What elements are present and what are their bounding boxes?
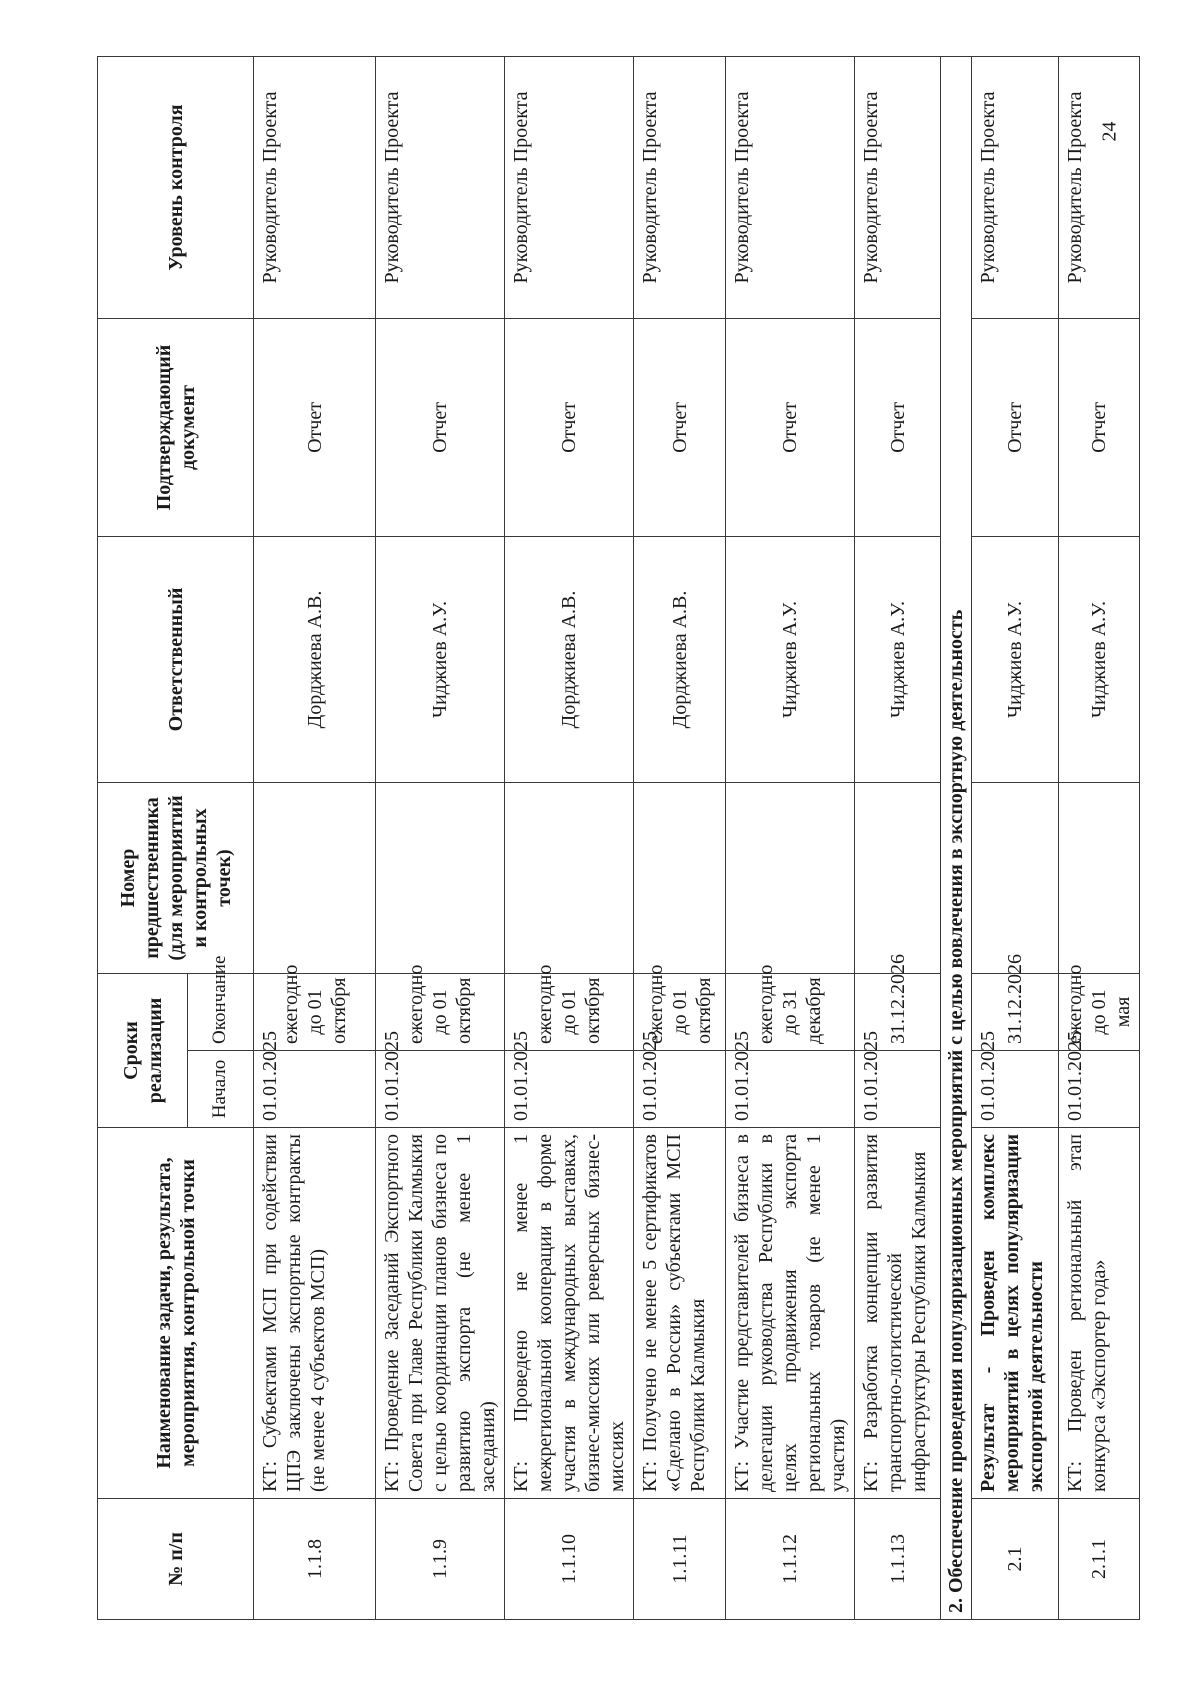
header-end: Окончание [188, 973, 254, 1050]
row-predecessor [634, 782, 726, 973]
row-document: Отчет [1059, 318, 1140, 536]
row-responsible: Чиджиев А.У. [855, 536, 941, 782]
row-num: 2.1.1 [1059, 1499, 1140, 1620]
header-start: Начало [188, 1051, 254, 1128]
row-predecessor [505, 782, 634, 973]
row-predecessor [1059, 782, 1140, 973]
row-predecessor [254, 782, 376, 973]
row-end: 31.12.2026 [855, 973, 941, 1050]
row-end: ежегодно до 01 октября [634, 973, 726, 1050]
row-document: Отчет [972, 318, 1059, 536]
row-responsible: Чиджиев А.У. [376, 536, 505, 782]
row-name: КТ: Участие представителей бизнеса в делегации руководства Республики в целях продвижения экспорта региональных товаров (не менее 1 участия) [726, 1128, 855, 1499]
row-num: 1.1.10 [505, 1499, 634, 1620]
row-start: 01.01.2025 [254, 1051, 376, 1128]
table-row [855, 56, 941, 1619]
row-name: КТ: Субъектами МСП при содействии ЦПЭ заключены экспортные контракты (не менее 4 субъектов МСП) [254, 1128, 376, 1499]
row-control: Руководитель Проекта [1059, 56, 1140, 318]
header-num: № п/п [98, 1499, 254, 1620]
row-start: 01.01.2025 [972, 1051, 1059, 1128]
row-start: 01.01.2025 [855, 1051, 941, 1128]
table-row [376, 56, 505, 1619]
row-responsible: Дорджиева А.В. [254, 536, 376, 782]
row-end: ежегодно до 01 октября [254, 973, 376, 1050]
row-name: КТ: Проведено не менее 1 межрегиональной кооперации в форме участия в международных выставках, бизнес-миссиях или реверсных бизнес-миссиях [505, 1128, 634, 1499]
row-num: 1.1.9 [376, 1499, 505, 1620]
row-num: 1.1.11 [634, 1499, 726, 1620]
row-start: 01.01.2025 [634, 1051, 726, 1128]
table-row [505, 56, 634, 1619]
row-predecessor [972, 782, 1059, 973]
row-document: Отчет [634, 318, 726, 536]
row-start: 01.01.2025 [726, 1051, 855, 1128]
row-control: Руководитель Проекта [505, 56, 634, 318]
row-name: КТ: Проведение Заседаний Экспортного Совета при Главе Республики Калмыкия с целью координации планов бизнеса по развитию экспорта (не менее 1 заседания) [376, 1128, 505, 1499]
row-responsible: Дорджиева А.В. [634, 536, 726, 782]
row-end: ежегодно до 01 октября [505, 973, 634, 1050]
section-heading: 2. Обеспечение проведения популяризационных мероприятий с целью вовлечения в экспортную деятельность [941, 56, 972, 1619]
header-name: Наименование задачи, результата, мероприятия, контрольной точки [98, 1128, 254, 1499]
page-number: 24 [1098, 121, 1121, 142]
row-num: 1.1.12 [726, 1499, 855, 1620]
row-end: ежегодно до 31 декабря [726, 973, 855, 1050]
project-plan-table [97, 56, 1140, 1620]
row-start: 01.01.2025 [376, 1051, 505, 1128]
row-end: 31.12.2026 [972, 973, 1059, 1050]
row-num: 1.1.8 [254, 1499, 376, 1620]
rotated-page [97, 57, 1138, 1620]
row-responsible: Чиджиев А.У. [972, 536, 1059, 782]
row-end: ежегодно до 01 мая [1059, 973, 1140, 1050]
row-predecessor [726, 782, 855, 973]
row-control: Руководитель Проекта [972, 56, 1059, 318]
header-control: Уровень контроля [98, 56, 254, 318]
row-predecessor [376, 782, 505, 973]
row-document: Отчет [254, 318, 376, 536]
row-start: 01.01.2025 [1059, 1051, 1140, 1128]
row-control: Руководитель Проекта [634, 56, 726, 318]
row-document: Отчет [376, 318, 505, 536]
row-name: КТ: Получено не менее 5 сертификатов «Сделано в России» субъектами МСП Республики Калмыкия [634, 1128, 726, 1499]
row-responsible: Чиджиев А.У. [1059, 536, 1140, 782]
table-row [972, 56, 1059, 1619]
header-responsible: Ответственный [98, 536, 254, 782]
header-period: Сроки реализации [98, 973, 188, 1127]
row-num: 1.1.13 [855, 1499, 941, 1620]
table-row [254, 56, 376, 1619]
row-name: КТ: Проведен региональный этап конкурса «Экспортер года» [1059, 1128, 1140, 1499]
row-document: Отчет [855, 318, 941, 536]
row-control: Руководитель Проекта [254, 56, 376, 318]
row-responsible: Дорджиева А.В. [505, 536, 634, 782]
row-control: Руководитель Проекта [855, 56, 941, 318]
row-num: 2.1 [972, 1499, 1059, 1620]
header-predecessor: Номер предшественника (для мероприятий и контрольных точек) [98, 782, 254, 973]
row-responsible: Чиджиев А.У. [726, 536, 855, 782]
row-end: ежегодно до 01 октября [376, 973, 505, 1050]
row-control: Руководитель Проекта [376, 56, 505, 318]
row-document: Отчет [505, 318, 634, 536]
row-document: Отчет [726, 318, 855, 536]
table-row [1059, 56, 1140, 1619]
row-start: 01.01.2025 [505, 1051, 634, 1128]
row-name: Результат - Проведен комплекс мероприятий в целях популяризации экспортной деятельности [972, 1128, 1059, 1499]
row-name: КТ: Разработка концепции развития транспортно-логистической инфраструктуры Республики Калмыкия [855, 1128, 941, 1499]
row-predecessor [855, 782, 941, 973]
row-control: Руководитель Проекта [726, 56, 855, 318]
table-row [634, 56, 726, 1619]
header-document: Подтверждающий документ [98, 318, 254, 536]
table-row [726, 56, 855, 1619]
